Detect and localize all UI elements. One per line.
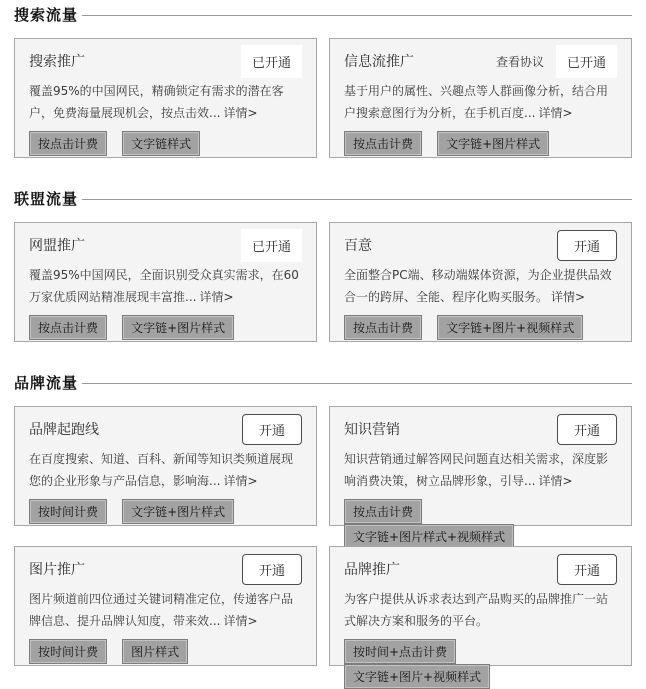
section-brand-traffic [14, 372, 632, 392]
product-title: 品牌推广 [344, 562, 400, 578]
section-heading: 联盟流量 [14, 189, 79, 208]
product-title: 百意 [344, 238, 372, 254]
section-heading: 搜索流量 [14, 5, 79, 24]
description-text: 基于用户的属性、兴趣点等人群画像分析，结合用户搜索意图行为分析，在手机百度... [344, 84, 609, 120]
product-description [29, 80, 302, 124]
product-card-knowledge-marketing [329, 406, 632, 544]
tag-pricing: 按点击计费 [29, 131, 107, 156]
product-description [29, 264, 302, 308]
tag-pricing: 按点击计费 [344, 315, 422, 340]
description-text: 在百度搜索、知道、百科、新闻等知识类频道展现您的企业形象与产品信息，影响海... [29, 452, 294, 488]
product-title: 图片推广 [29, 562, 85, 578]
tag-row [344, 131, 617, 156]
product-card-brand-promotion [329, 546, 632, 684]
tag-style: 文字链+图片+视频样式 [344, 664, 490, 689]
product-description [344, 80, 617, 124]
product-description [29, 448, 302, 492]
status-opened-badge: 已开通 [241, 45, 302, 78]
detail-link[interactable]: 详情> [223, 106, 258, 120]
tag-style: 文字链+图片+视频样式 [437, 315, 583, 340]
section-divider-line [82, 383, 632, 384]
cards-row [14, 406, 632, 544]
product-description [344, 588, 617, 632]
tag-style: 文字链样式 [122, 131, 200, 156]
product-card-feed-promotion [329, 38, 632, 158]
product-title: 搜索推广 [29, 54, 85, 70]
section-search-traffic [14, 4, 632, 24]
detail-link[interactable]: 详情> [223, 474, 258, 488]
tag-pricing: 按时间+点击计费 [344, 639, 456, 664]
section-alliance-traffic [14, 188, 632, 208]
tag-row [29, 131, 302, 156]
product-title: 知识营销 [344, 422, 400, 438]
product-description [29, 588, 302, 632]
tag-row [29, 499, 302, 524]
tag-style: 图片样式 [122, 639, 188, 664]
cards-row [14, 546, 632, 684]
status-opened-badge: 已开通 [556, 45, 617, 78]
cards-row [14, 38, 632, 158]
section-heading: 品牌流量 [14, 373, 79, 392]
section-divider-line [82, 199, 632, 200]
open-button[interactable]: 开通 [557, 230, 617, 261]
open-button[interactable]: 开通 [242, 414, 302, 445]
tag-pricing: 按点击计费 [29, 315, 107, 340]
tag-pricing: 按点击计费 [344, 131, 422, 156]
open-button[interactable]: 开通 [557, 414, 617, 445]
open-button[interactable]: 开通 [242, 554, 302, 585]
description-text: 知识营销通过解答网民问题直达相关需求，深度影响消费决策，树立品牌形象，引导... [344, 452, 609, 488]
cards-row [14, 222, 632, 342]
tag-row [29, 639, 302, 664]
tag-pricing: 按时间计费 [29, 499, 107, 524]
product-card-search-promotion [14, 38, 317, 158]
tag-row [29, 315, 302, 340]
detail-link[interactable]: 详情> [199, 290, 234, 304]
description-text: 覆盖95%的中国网民，精确锁定有需求的潜在客户，免费海量展现机会，按点击效... [29, 84, 284, 120]
product-card-brand-startline [14, 406, 317, 526]
tag-row [344, 639, 617, 689]
status-opened-badge: 已开通 [241, 229, 302, 262]
view-agreement-link[interactable]: 查看协议 [495, 54, 544, 69]
description-text: 图片频道前四位通过关键词精准定位，传递客户品牌信息、提升品牌认知度，带来效... [29, 592, 294, 628]
detail-link[interactable]: 详情> [538, 474, 573, 488]
detail-link[interactable]: 详情> [223, 614, 258, 628]
product-title: 网盟推广 [29, 238, 85, 254]
description-text: 覆盖95%中国网民，全面识别受众真实需求，在60万家优质网站精准展现丰富推... [29, 268, 299, 304]
description-text: 全面整合PC端、移动端媒体资源，为企业提供品效合一的跨屏、全能、程序化购买服务。 [344, 268, 612, 304]
product-title: 信息流推广 [344, 54, 414, 70]
description-text: 为客户提供从诉求表达到产品购买的品牌推广一站式解决方案和服务的平台。 [344, 592, 609, 628]
tag-style: 文字链+图片样式 [122, 315, 234, 340]
tag-style: 文字链+图片样式+视频样式 [344, 524, 514, 549]
open-button[interactable]: 开通 [557, 554, 617, 585]
product-description [344, 448, 617, 492]
detail-link[interactable]: 详情> [551, 290, 586, 304]
tag-style: 文字链+图片样式 [437, 131, 549, 156]
product-card-network-promotion [14, 222, 317, 342]
section-divider-line [82, 15, 632, 16]
product-description [344, 264, 617, 308]
tag-row [344, 315, 617, 340]
tag-pricing: 按点击计费 [344, 499, 422, 524]
detail-link[interactable]: 详情> [538, 106, 573, 120]
tag-style: 文字链+图片样式 [122, 499, 234, 524]
product-card-image-promotion [14, 546, 317, 666]
product-title: 品牌起跑线 [29, 422, 99, 438]
tag-pricing: 按时间计费 [29, 639, 107, 664]
tag-row [344, 499, 617, 549]
product-card-baiyi [329, 222, 632, 342]
